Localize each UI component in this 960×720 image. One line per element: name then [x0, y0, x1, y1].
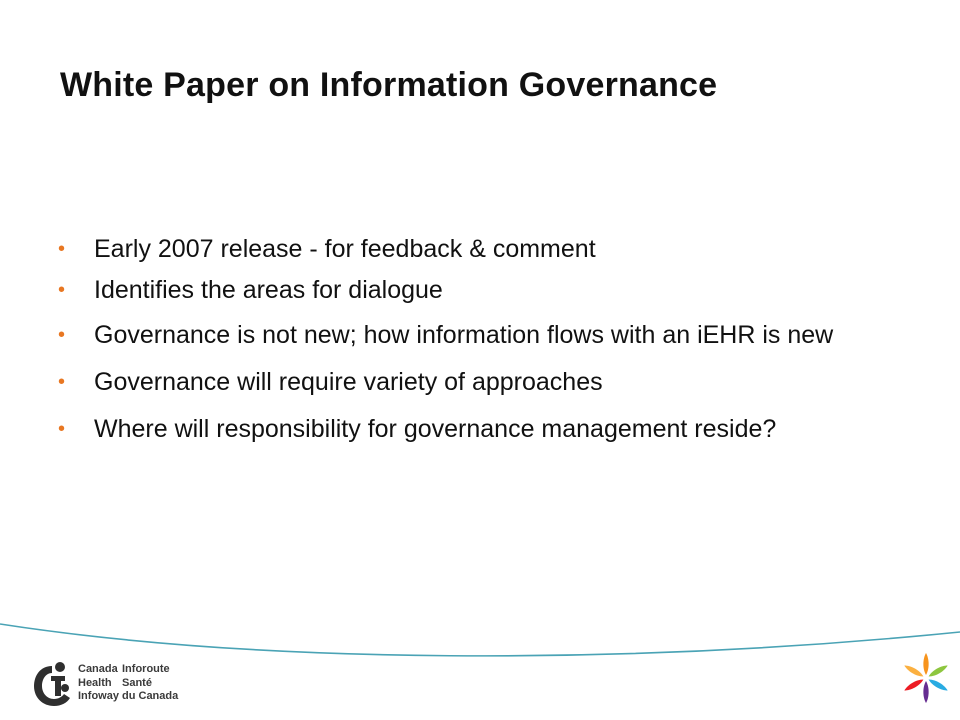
logo-line: Santé: [122, 676, 152, 689]
logo-line: du Canada: [122, 690, 179, 702]
bullet-item: [58, 275, 898, 305]
flower-petal: [903, 663, 925, 679]
bullet-item: [58, 320, 898, 350]
flower-petal: [923, 681, 928, 703]
bullet-text: Governance is not new; how information flows with an iEHR is new: [94, 321, 834, 349]
bullet-list: [58, 234, 898, 444]
flower-petal: [923, 653, 928, 675]
bullet-text: Early 2007 release - for feedback & comment: [94, 235, 596, 263]
bullet-text: Identifies the areas for dialogue: [94, 276, 443, 304]
logo-text-en: [78, 663, 119, 704]
flower-petal: [927, 663, 949, 679]
logo-line: Health: [78, 676, 112, 689]
bullet-marker: •: [58, 324, 66, 346]
logo-line: Infoway: [78, 690, 119, 702]
logo-line: Inforoute: [122, 663, 170, 675]
flower-icon: [898, 650, 954, 706]
slide-title: White Paper on Information Governance: [60, 66, 718, 104]
bullet-marker: •: [58, 371, 66, 393]
bullet-text: Where will responsibility for governance management reside?: [94, 415, 777, 443]
bullet-marker: •: [58, 238, 66, 260]
bullet-text: Governance will require variety of approaches: [94, 368, 603, 396]
flower-petal: [927, 677, 949, 693]
bullet-item: [58, 414, 898, 444]
bullet-item: [58, 234, 898, 264]
bullet-marker: •: [58, 279, 66, 301]
flower-petal: [903, 677, 925, 693]
bullet-item: [58, 367, 898, 397]
infoway-logo-mark: [30, 658, 76, 712]
infoway-logo: [30, 658, 210, 712]
logo-text-fr: [122, 663, 178, 704]
logo-line: Canada: [78, 663, 118, 675]
bullet-marker: •: [58, 418, 66, 440]
